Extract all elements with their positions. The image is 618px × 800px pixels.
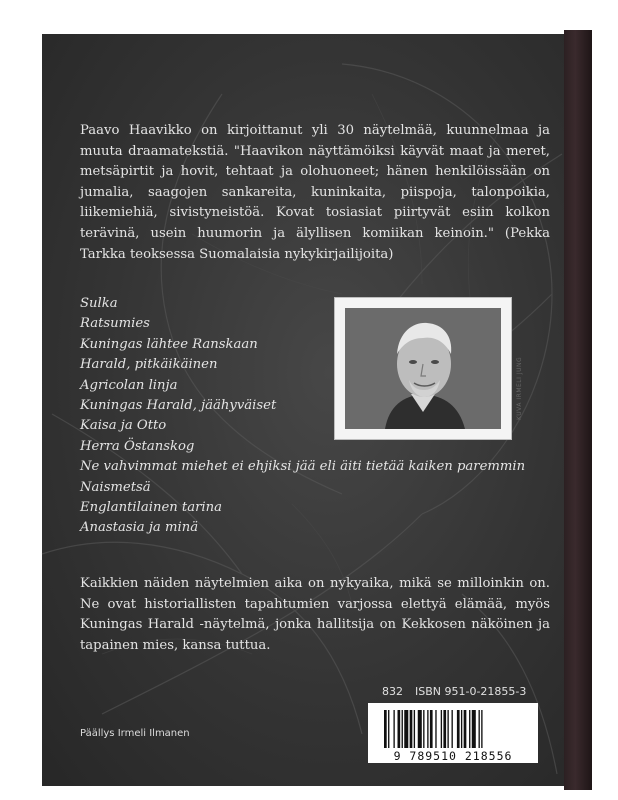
barcode-digits: 9 789510 218556 [393, 749, 513, 763]
author-photo [334, 297, 523, 440]
author-portrait [345, 308, 523, 429]
list-item: Naismetsä [80, 479, 151, 495]
list-item: Herra Östanskog [80, 438, 195, 454]
list-item: Ratsumies [80, 316, 150, 332]
book-spine [564, 30, 592, 790]
barcode [368, 703, 538, 763]
list-item: Harald, pitkäikäinen [80, 357, 218, 373]
list-item: Englantilainen tarina [80, 500, 222, 516]
list-item: Kaisa ja Otto [80, 418, 167, 434]
list-item: Kuningas Harald, jäähyväiset [80, 398, 277, 414]
portrait-illustration [345, 308, 501, 429]
list-item: Kuningas lähtee Ranskaan [80, 336, 258, 352]
list-item: Ne vahvimmat miehet ei ehjiksi jää eli äiti tietää kaiken paremmin [80, 459, 526, 475]
isbn-number: ISBN 951-0-21855-3 [415, 685, 527, 698]
author-blurb: Paavo Haavikko on kirjoittanut yli 30 näytelmää, kuunnelmaa ja muuta draamatekstiä. "Haavikon näyttämöiksi käyvät maat ja meret, metsäpirtit ja hovit, tehtaat ja olohuoneet; hänen henkilöissään on jumalia, saagojen sankareita, kuninkaita, piispoja, talonpoikia, liikemiehiä, sivistyneistöä. Kovat tosiasiat piirtyvät esiin kolkon terävinä, usein huumorin ja älyllisen komiikan keinoin." (Pekka Tarkka teoksessa Suomalaisia nykykirjailijoita) [80, 123, 550, 262]
photo-credit: KUVA IRMELI JUNG [516, 356, 523, 420]
list-item: Agricolan linja [80, 377, 178, 393]
product-code: 832 [382, 685, 403, 698]
cover-design-credit: Päällys Irmeli Ilmanen [80, 728, 190, 739]
isbn-line [382, 685, 526, 698]
list-item: Anastasia ja minä [80, 520, 199, 536]
list-item: Sulka [80, 296, 118, 311]
barcode-bars [382, 710, 524, 748]
back-cover [42, 34, 564, 786]
plays-summary: Kaikkien näiden näytelmien aika on nykyaika, mikä se milloinkin on. Ne ovat historiallisten tapahtumien varjossa elettyä elämää, myös Kuningas Harald -näytelmä, jonka hallitsija on Kekkosen näköinen ja tapainen mies, kansa tuttua. [80, 576, 550, 653]
